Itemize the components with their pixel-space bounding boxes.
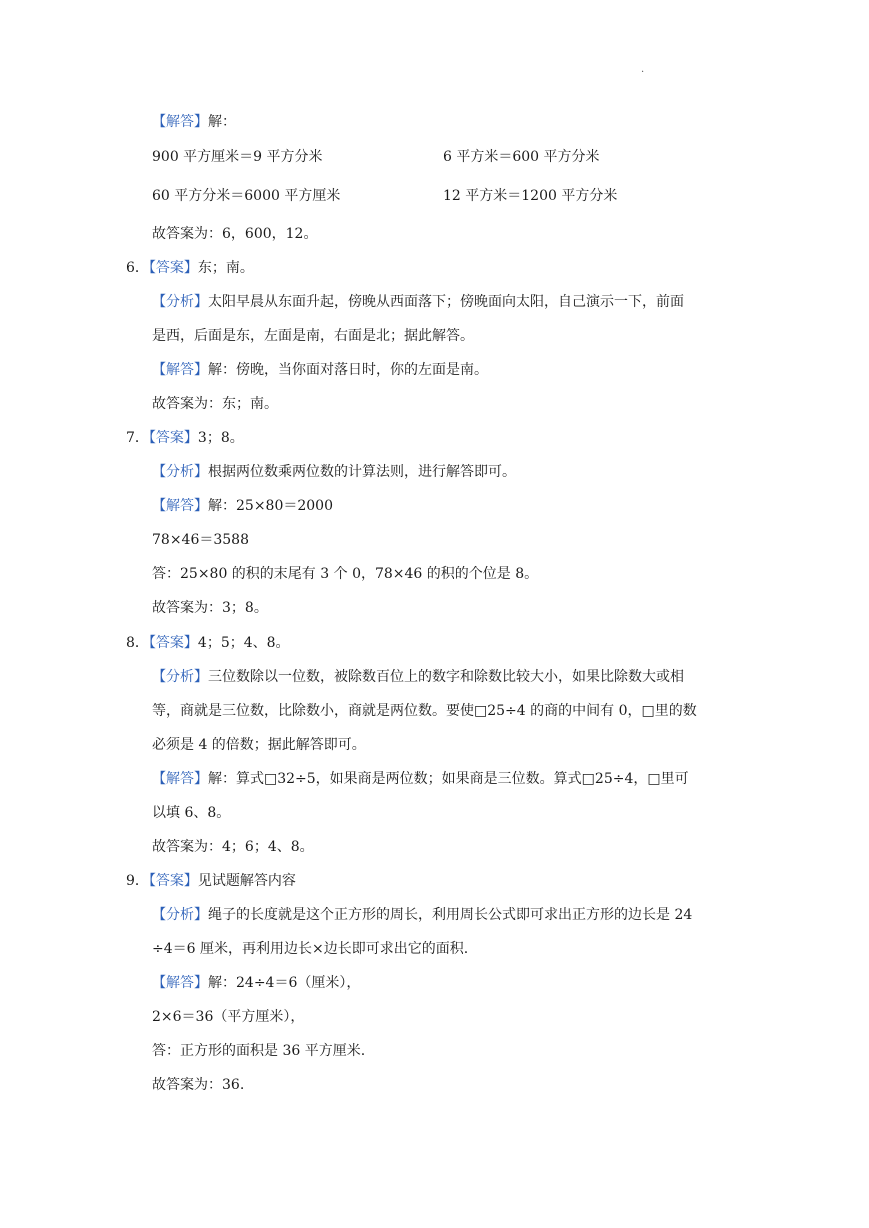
q8-analysis-line-1 [152,667,684,687]
q6-analysis-line-1 [152,292,684,312]
q8-conclusion: 故答案为：4；6；4、8。 [152,839,314,855]
q9-line3: 答：正方形的面积是 36 平方厘米. [152,1043,366,1059]
q8-number: 8． [126,635,149,651]
q6-number: 6． [126,260,149,276]
q7-solution: 解：25×80＝2000 [208,498,333,514]
q9-solution-line [152,973,360,993]
q7-line2: 78×46＝3588 [152,532,249,548]
q8-answer-line [126,633,290,653]
q7-answer: 3；8。 [197,430,244,446]
q9-line2: 2×6＝36（平方厘米）， [152,1009,305,1025]
q6-jieda-label: 【解答】 [152,362,208,378]
q9-analysis-1: 绳子的长度就是这个正方形的周长，利用周长公式即可求出正方形的边长是 24 [208,907,693,923]
q7-number: 7． [126,430,149,446]
q6-solution: 解：傍晚，当你面对落日时，你的左面是南。 [208,362,488,378]
q9-daan-label: 【答案】 [148,873,198,889]
q9-number: 9． [126,873,149,889]
q8-daan-label: 【答案】 [148,635,198,651]
q6-answer-line [126,258,254,278]
q8-solution-line-1 [152,769,689,789]
q8-analysis-3: 必须是 4 的倍数；据此解答即可。 [152,737,366,753]
q7-daan-label: 【答案】 [148,430,198,446]
q9-analysis-line-1 [152,905,692,925]
q7-analysis: 根据两位数乘两位数的计算法则，进行解答即可。 [208,464,516,480]
q7-conclusion: 故答案为：3；8。 [152,600,268,616]
q8-jieda-label: 【解答】 [152,771,208,787]
q6-analysis-1: 太阳早晨从东面升起，傍晚从西面落下；傍晚面向太阳，自己演示一下，前面 [208,294,684,310]
q7-analysis-line [152,462,516,482]
q8-solution-2: 以填 6、8。 [152,805,231,821]
q8-solution-1: 解：算式□32÷5，如果商是两位数；如果商是三位数。算式□25÷4，□里可 [208,771,689,787]
q5-conclusion: 故答案为：6，600，12。 [152,226,318,242]
q9-conclusion: 故答案为：36. [152,1077,245,1093]
q5-solution-line [152,112,236,132]
header-mark: . [641,64,645,75]
q5-jieda-label: 【解答】 [152,114,208,130]
q8-analysis-2: 等，商就是三位数，比除数小，商就是两位数。要使□25÷4 的商的中间有 0，□里的数 [152,703,697,719]
q7-answer-line [126,428,244,448]
q5-jieda-text: 解： [208,114,236,130]
q6-analysis-2: 是西，后面是东，左面是南，右面是北；据此解答。 [152,328,474,344]
q7-line3: 答：25×80 的积的末尾有 3 个 0，78×46 的积的个位是 8。 [152,566,539,582]
q7-fenxi-label: 【分析】 [152,464,208,480]
q6-conclusion: 故答案为：东；南。 [152,396,278,412]
q7-jieda-label: 【解答】 [152,498,208,514]
q5-row1-left: 900 平方厘米＝9 平方分米 [152,149,323,165]
q8-fenxi-label: 【分析】 [152,669,208,685]
q5-row2-left: 60 平方分米＝6000 平方厘米 [152,188,341,204]
q5-row2-right: 12 平方米＝1200 平方分米 [443,188,618,204]
q7-solution-line [152,496,333,516]
q6-answer: 东；南。 [197,260,254,276]
q9-analysis-2: ÷4＝6 厘米，再利用边长×边长即可求出它的面积. [152,941,469,957]
q9-fenxi-label: 【分析】 [152,907,208,923]
q6-daan-label: 【答案】 [148,260,198,276]
q6-solution-line [152,360,488,380]
q5-row1-right: 6 平方米＝600 平方分米 [443,149,600,165]
q9-solution: 解：24÷4＝6（厘米）， [208,975,361,991]
q9-jieda-label: 【解答】 [152,975,208,991]
q8-answer: 4；5；4、8。 [197,635,290,651]
q9-answer-line [126,871,296,891]
q9-answer: 见试题解答内容 [197,873,296,889]
q6-fenxi-label: 【分析】 [152,294,208,310]
q8-analysis-1: 三位数除以一位数，被除数百位上的数字和除数比较大小，如果比除数大或相 [208,669,684,685]
